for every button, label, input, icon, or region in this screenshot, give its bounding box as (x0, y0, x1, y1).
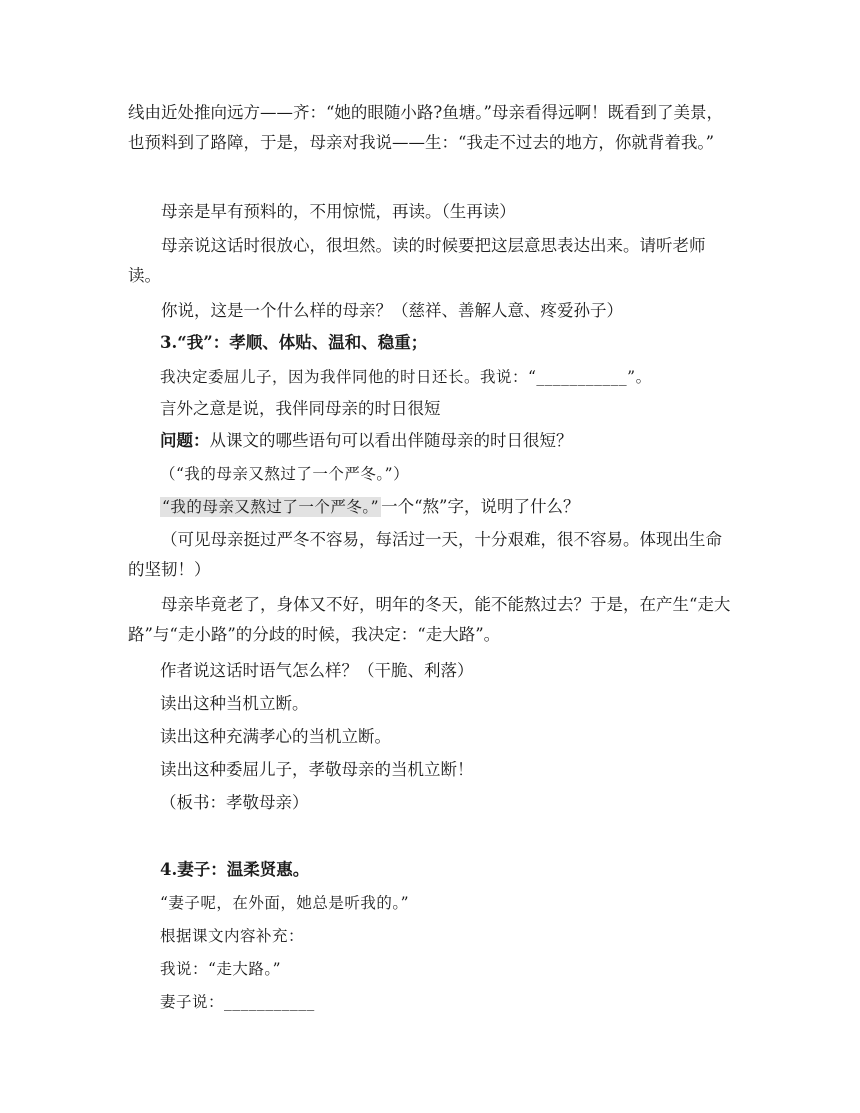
highlight-line (160, 494, 579, 520)
line-implied-meaning: 言外之意是说，我伴同母亲的时日很短 (160, 399, 441, 418)
line-read-filial: 读出这种充满孝心的当机立断。 (160, 727, 391, 746)
heading-section-3: 3.“我”：孝顺、体贴、温和、稳重； (160, 333, 428, 352)
line-read-honor-mother: 读出这种委屈儿子，孝敬母亲的当机立断！ (160, 760, 474, 779)
line-blackboard-note: （板书：孝敬母亲） (160, 793, 309, 812)
quote-decide-wrong-son: 我决定委屈儿子，因为我伴同他的时日还长。我说：“___________”。 (160, 368, 652, 386)
question-label: 问题： (160, 431, 210, 450)
question-text: 从课文的哪些语句可以看出伴随母亲的时日很短？ (209, 431, 573, 450)
paragraph-read-calmly: 母亲说这话时很放心，很坦然。读的时候要把这层意思表达出来。请听老师读。 (128, 236, 706, 285)
line-i-said: 我说：“走大路。” (160, 960, 282, 978)
answer-quote: （“我的母亲又熬过了一个严冬。”） (160, 465, 410, 483)
line-supplement-prompt: 根据课文内容补充： (160, 927, 305, 945)
line-read-decisive: 读出这种当机立断。 (160, 694, 309, 713)
paragraph-mother-sees-far: 线由近处推向远方——齐：“她的眼随小路?鱼塘。”母亲看得远啊！既看到了美景，也预料到了路障，于是，母亲对我说——生：“我走不过去的地方，你就背着我。” (128, 103, 723, 152)
paragraph-reread: 母亲是早有预料的，不用惊慌，再读。（生再读） (161, 202, 516, 221)
question-line (160, 428, 573, 454)
paragraph-decide-big-road: 母亲毕竟老了，身体又不好，明年的冬天，能不能熬过去？于是，在产生“走大路”与“走小路”的分歧的时候，我决定：“走大路”。 (128, 595, 731, 644)
heading-section-4: 4.妻子：温柔贤惠。 (160, 860, 310, 879)
paragraph-tenacity: （可见母亲挺过严冬不容易，每活过一天，十分艰难，很不容易。体现出生命的坚韧！） (128, 530, 722, 579)
line-wife-said-blank: 妻子说：___________ (160, 993, 315, 1011)
paragraph-what-mother: 你说，这是一个什么样的母亲？（慈祥、善解人意、疼爱孙子） (161, 301, 623, 320)
highlighted-quote: “我的母亲又熬过了一个严冬。” (162, 498, 380, 516)
highlight-question: 一个“熬”字，说明了什么？ (381, 497, 580, 516)
quote-wife-listens: “妻子呢，在外面，她总是听我的。” (160, 894, 410, 912)
line-tone-question: 作者说这话时语气怎么样？（干脆、利落） (160, 661, 474, 680)
